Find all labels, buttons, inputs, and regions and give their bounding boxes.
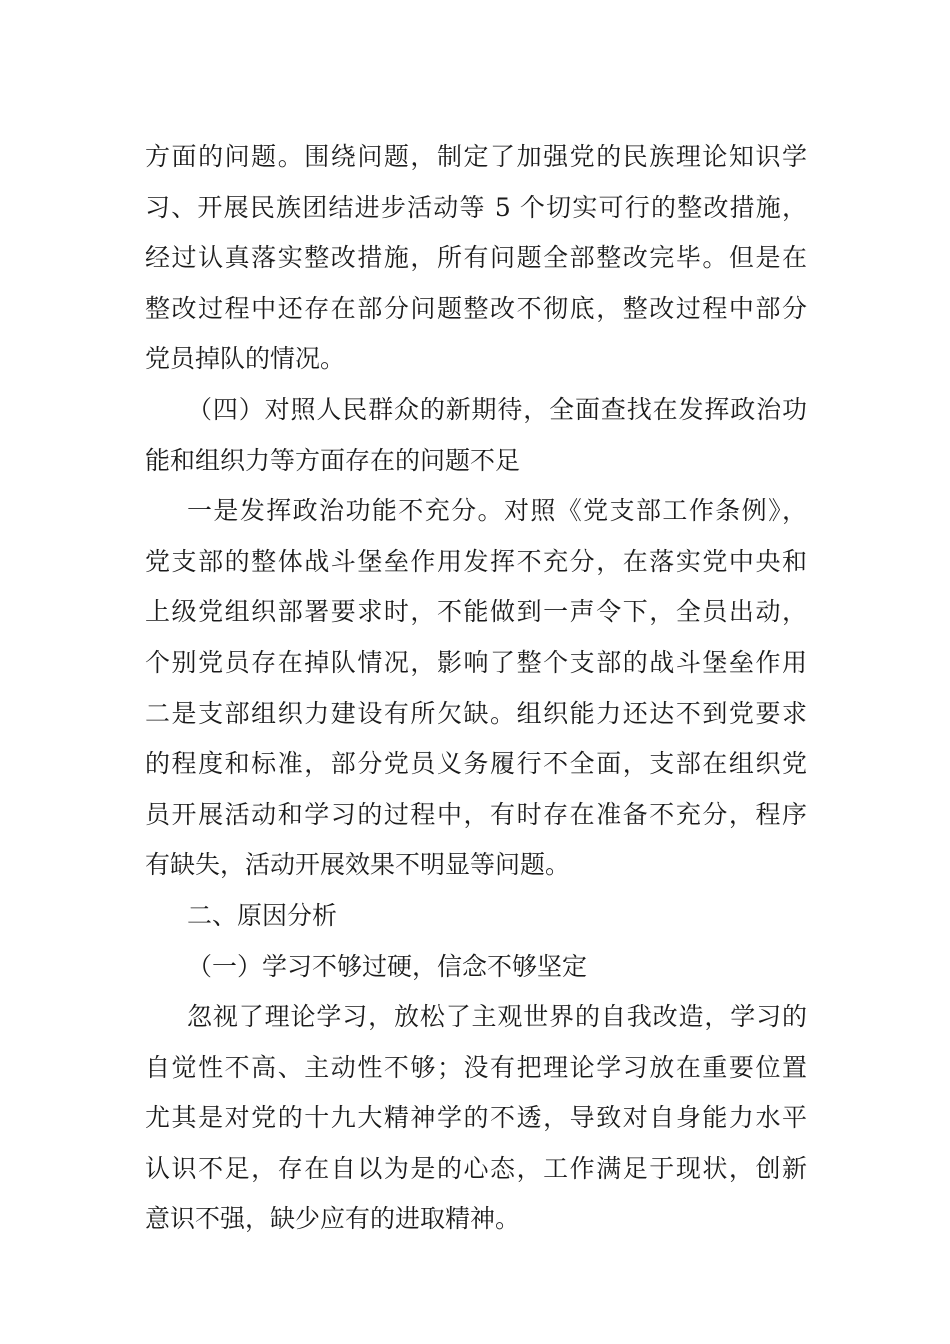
paragraph-study-analysis [145, 992, 807, 1245]
text-line: 意识不强，缺少应有的进取精神。 [145, 1204, 521, 1234]
text-line: 经过认真落实整改措施，所有问题全部整改完毕。但是在 [145, 243, 807, 273]
subsection-heading-one [145, 942, 807, 993]
section-heading-four [145, 385, 807, 486]
text-line: （一）学习不够过硬，信念不够坚定 [187, 951, 588, 981]
text-line: 习、开展民族团结进步活动等 5 个切实可行的整改措施， [145, 192, 807, 222]
text-line: 方面的问题。围绕问题，制定了加强党的民族理论知识学 [145, 142, 807, 171]
text-line: 有缺失，活动开展效果不明显等问题。 [145, 850, 571, 880]
section-heading-cause-analysis [145, 891, 807, 942]
text-line: 二、原因分析 [187, 900, 338, 930]
paragraph-rectification-summary [145, 132, 807, 385]
text-line: 忽视了理论学习，放松了主观世界的自我改造，学习的 [187, 1002, 807, 1032]
text-line: 二是支部组织力建设有所欠缺。组织能力还达不到党要求 [145, 698, 807, 728]
text-line: 整改过程中还存在部分问题整改不彻底，整改过程中部分 [145, 293, 807, 323]
text-line: 员开展活动和学习的过程中，有时存在准备不充分，程序 [145, 799, 807, 829]
text-line: 党员掉队的情况。 [145, 344, 346, 374]
text-line: 个别党员存在掉队情况，影响了整个支部的战斗堡垒作用 [145, 647, 807, 677]
text-line: 尤其是对党的十九大精神学的不透，导致对自身能力水平 [145, 1103, 807, 1133]
text-line: （四）对照人民群众的新期待，全面查找在发挥政治功 [187, 394, 807, 424]
text-line: 党支部的整体战斗堡垒作用发挥不充分，在落实党中央和 [145, 546, 807, 576]
text-line: 一是发挥政治功能不充分。对照《党支部工作条例》， [187, 496, 807, 526]
text-line: 自觉性不高、主动性不够；没有把理论学习放在重要位置 [145, 1052, 807, 1082]
paragraph-political-function [145, 486, 807, 891]
text-line: 的程度和标准，部分党员义务履行不全面，支部在组织党 [145, 749, 807, 779]
text-line: 认识不足，存在自以为是的心态，工作满足于现状，创新 [145, 1153, 807, 1183]
document-body [145, 132, 807, 1245]
text-line: 能和组织力等方面存在的问题不足 [145, 445, 521, 475]
text-line: 上级党组织部署要求时，不能做到一声令下，全员出动， [145, 597, 807, 627]
